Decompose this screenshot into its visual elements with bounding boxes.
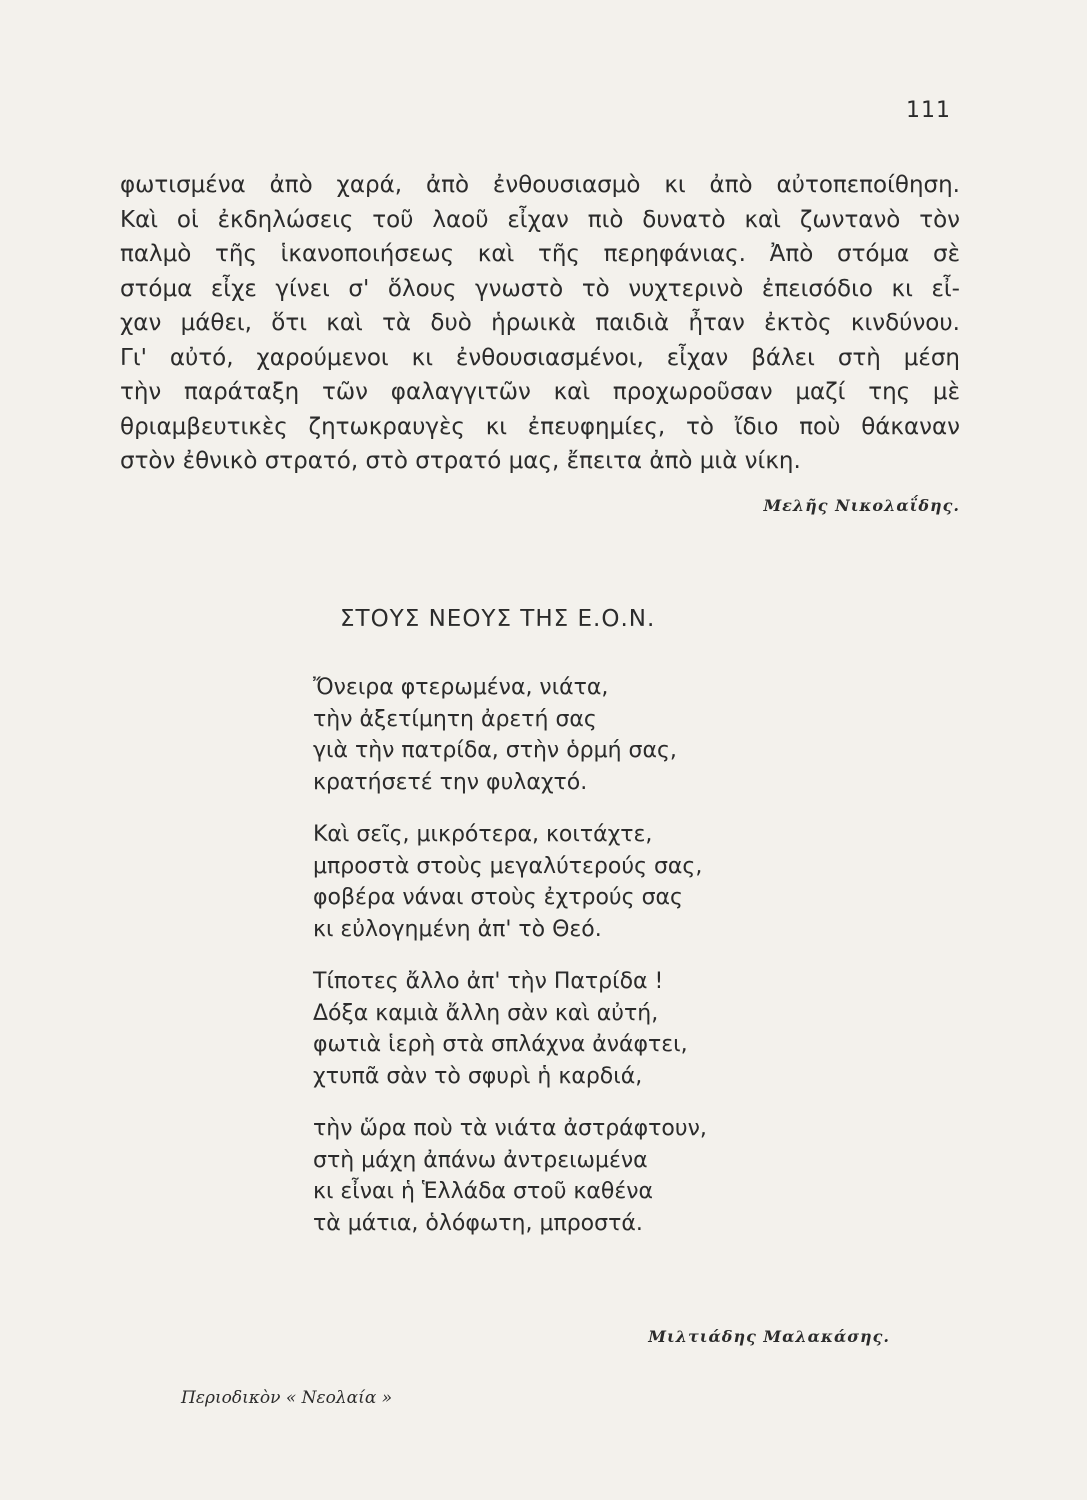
page-number: 111	[906, 98, 951, 123]
prose-line: φωτισμένα ἀπὸ χαρά, ἀπὸ ἐνθουσιασμὸ κι ἀπὸ αὐτοπεποίθηση.	[120, 172, 960, 198]
poem-line: τὴν ἀξετίμητη ἀρετή σας	[313, 706, 597, 732]
poem-line: Καὶ σεῖς, μικρότερα, κοιτάχτε,	[313, 822, 653, 847]
prose-line: στόμα εἶχε γίνει σ' ὅλους γνωστὸ τὸ νυχτερινὸ ἐπεισόδιο κι εἶ-	[120, 275, 960, 302]
poem-line: κι εἶναι ἡ Ἑλλάδα στοῦ καθένα	[313, 1179, 654, 1204]
poem-line: στὴ μάχη ἀπάνω ἀντρειωμένα	[313, 1147, 648, 1173]
poem	[313, 672, 707, 1260]
poem-line: κι εὐλογημένη ἀπ' τὸ Θεό.	[313, 916, 602, 942]
poem-title: ΣΤΟΥΣ ΝΕΟΥΣ ΤΗΣ Ε.Ο.Ν.	[340, 606, 656, 632]
poem-line: φωτιὰ ἱερὴ στὰ σπλάχνα ἀνάφτει,	[313, 1032, 688, 1057]
prose-line: παλμὸ τῆς ἱκανοποιήσεως καὶ τῆς περηφάνιας. Ἀπὸ στόμα σὲ	[120, 241, 960, 267]
poem-line: φοβέρα νάναι στοὺς ἐχτρούς σας	[313, 885, 683, 910]
poem-line: χτυπᾶ σὰν τὸ σφυρὶ ἡ καρδιά,	[313, 1063, 643, 1089]
poem-line: γιὰ τὴν πατρίδα, στὴν ὁρμή σας,	[313, 738, 677, 763]
prose-line: θριαμβευτικὲς ζητωκραυγὲς κι ἐπευφημίες, τὸ ἴδιο ποὺ θάκαναν	[120, 413, 960, 440]
prose-line: τὴν παράταξη τῶν φαλαγγιτῶν καὶ προχωροῦσαν μαζί της μὲ	[120, 379, 960, 405]
poem-stanza	[313, 672, 707, 798]
author-signature: Μελῆς Νικολαΐδης.	[763, 496, 960, 515]
poem-line: Ὄνειρα φτερωμένα, νιάτα,	[313, 675, 609, 700]
poem-stanza	[313, 819, 707, 945]
poem-stanza	[313, 966, 707, 1092]
poem-line: κρατήσετέ την φυλαχτό.	[313, 769, 588, 795]
poem-line: Δόξα καμιὰ ἄλλη σὰν καὶ αὐτή,	[313, 1000, 659, 1026]
poem-line: τὴν ὥρα ποὺ τὰ νιάτα ἀστράφτουν,	[313, 1116, 707, 1141]
poet-signature: Μιλτιάδης Μαλακάσης.	[648, 1327, 890, 1346]
prose-line: χαν μάθει, ὅτι καὶ τὰ δυὸ ἡρωικὰ παιδιὰ ἦταν ἐκτὸς κινδύνου.	[120, 310, 960, 336]
source-attribution: Περιοδικὸν « Νεολαία »	[181, 1388, 393, 1408]
poem-line: τὰ μάτια, ὁλόφωτη, μπροστά.	[313, 1210, 643, 1236]
prose-line: Καὶ οἱ ἐκδηλώσεις τοῦ λαοῦ εἶχαν πιὸ δυνατὸ καὶ ζωντανὸ τὸν	[120, 206, 960, 233]
prose-line: Γι' αὐτό, χαρούμενοι κι ἐνθουσιασμένοι, εἶχαν βάλει στὴ μέση	[120, 344, 960, 371]
poem-stanza	[313, 1113, 707, 1239]
poem-line: Τίποτες ἄλλο ἀπ' τὴν Πατρίδα !	[313, 969, 664, 994]
prose-paragraph	[120, 168, 960, 479]
poem-line: μπροστὰ στοὺς μεγαλύτερούς σας,	[313, 853, 703, 879]
prose-line: στὸν ἐθνικὸ στρατό, στὸ στρατό μας, ἔπειτα ἀπὸ μιὰ νίκη.	[120, 448, 801, 474]
